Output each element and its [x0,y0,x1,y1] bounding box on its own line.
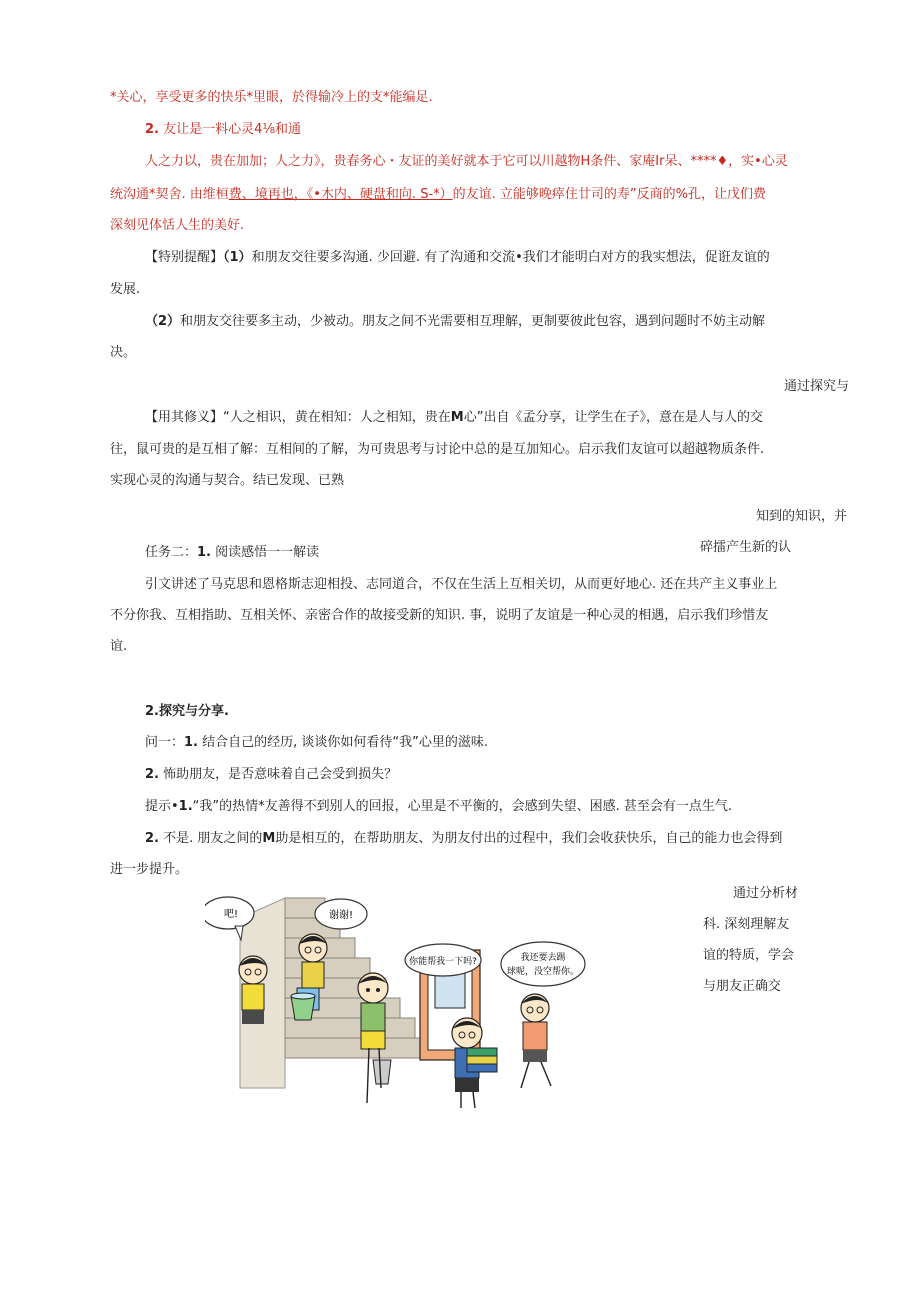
hint-label: 提示• [145,799,179,814]
section-heading [145,120,301,140]
question-1-text: 结合自己的经历, 谈谈你如何看待“我”心里的滋味. [202,735,489,750]
bubble-text-1: 吧! [223,909,239,920]
margin-note-4b: 科. 深刻理解友 [703,917,790,932]
speech-bubble-right-1 [405,944,481,976]
kid-walking [521,994,551,1088]
answer-2-line-1 [145,829,782,849]
para-line-1: 人之力以，贵在加加；人之力》，贵春务心・友证的美好就本于它可以川越物H条件、家庵Ir呆、****♦，实•心灵 [145,154,788,169]
heading-text: 友让是一料心灵4⅛和通 [163,122,301,137]
usage-line-2: 往，鼠可贵的是互相了解：互相间的了解，为可贵思考与讨论中总的是互加知心。启示我们友谊可以超越物质条件. [110,442,765,457]
speech-bubble-left-2 [315,899,367,929]
usage-line-1 [145,408,763,428]
question-label: 问一： [145,735,185,750]
heading-number: 2. [145,122,159,137]
question-1 [145,733,488,753]
answer-1-number: 1. [178,799,193,814]
answer-1-text: “我”的热情*友善得不到别人的回报，心里是不平衡的，会感到失望、困感. 甚至会有一点生气. [192,799,733,814]
bubble-text-3: 你能帮我一下吗? [409,957,477,967]
bubble-text-4b: 球呢，没空帮你。 [506,967,580,977]
speech-bubble-right-2 [501,942,585,986]
usage-label: 【用其修义】 [145,410,224,425]
tip-2-line-2: 决。 [110,345,137,360]
answer-2-text-b: M [262,831,276,846]
question-2-number: 2. [145,767,159,782]
tip-2-line-1 [145,312,765,332]
bubble-text-4a: 我还要去踢 [520,953,566,963]
task2-heading [145,543,319,563]
kid-left [239,956,267,1024]
task2-para-3: 谊. [110,639,128,654]
margin-note-4c: 谊的特质，学会 [703,948,795,963]
answer-2-text-a: 不是. 朋友之间的 [163,831,263,846]
margin-note-2: 知到的知识，并 [756,509,848,524]
margin-note-4d: 与朋友正确交 [703,979,782,994]
bucket [291,993,315,1020]
answer-2-text-c: 助是相互的，在帮助朋友、为朋友付出的过程中，我们会收获快乐，自己的能力也会得到 [275,831,783,846]
question-2-text: 怖助朋友，是否意味着自己会受到损失？ [163,767,398,782]
answer-1 [145,797,732,817]
para-line-2-underlined: 费、境再也，《•木内、硬盘和向. S-*） [228,187,453,202]
para-line-2-end: 的友谊. 立能够晚瘁住廿司的寿”反商的%孔，让戊们费 [452,187,767,202]
margin-note-3: 碎擂产生新的认 [700,540,792,555]
comic-illustration [205,888,620,1113]
kid-with-books [452,1018,497,1108]
task2-title: 阅读感悟一一解读 [215,545,320,560]
margin-note-1: 通过探究与 [784,379,850,394]
task2-label: 任务二： [145,545,198,560]
task2-para-2: 不分你我、互相指助、互相关怀、亲密合作的故接受新的知识. 事，说明了友谊是一种心灵的相遇，启示我们珍惜友 [110,608,769,623]
top-line: *关心，享受更多的快乐*里眼，於得输冷上的支*能编足. [110,90,433,105]
question-2 [145,765,397,785]
bubble-text-2: 谢谢! [328,910,354,921]
para-line-2 [110,185,766,205]
tip-1-text: 和朋友交往要多沟通. 少回避. 有了沟通和交流•我们才能明白对方的我实想法，促诳友谊的 [251,250,770,265]
task2-para-1: 引文讲述了马克思和恩格斯志迎相投、志同道合，不仅在生活上互相关切，从而更好地心. 还在共产主义事业上 [145,577,778,592]
tip-label: 【特别提醒】 [145,250,224,265]
explore-heading: 2.探究与分享. [145,704,229,719]
usage-text-a: “人之相识，黄在相知：人之相知，贵在 [223,410,451,425]
answer-2-number: 2. [145,831,159,846]
margin-note-4a: 通过分析材 [733,886,799,901]
task2-number: 1. [197,545,211,560]
tip-1-line-2: 发展. [110,282,141,297]
para-line-3: 深刻见体恬人生的美好. [110,218,245,233]
para-line-2-start: 统沟通*契舍. 由维桓 [110,187,229,202]
tip-1-line-1 [145,248,770,268]
tip-2-number: （2） [145,314,181,329]
answer-2-line-2: 进一步提升。 [110,862,189,877]
question-1-number: 1. [184,735,198,750]
usage-text-b: M [450,410,464,425]
tip-1-number: （1） [223,250,252,265]
usage-text-c: 心”出自《孟分享，让学生在子》，意在是人与人的交 [463,410,763,425]
tip-2-text: 和朋友交往要多主动，少被动。朋友之间不光需要相互理解，更制要彼此包容，遇到问题时不妨主动解 [180,314,766,329]
usage-line-3: 实现心灵的沟通与契合。结已发现、已熟 [110,473,345,488]
